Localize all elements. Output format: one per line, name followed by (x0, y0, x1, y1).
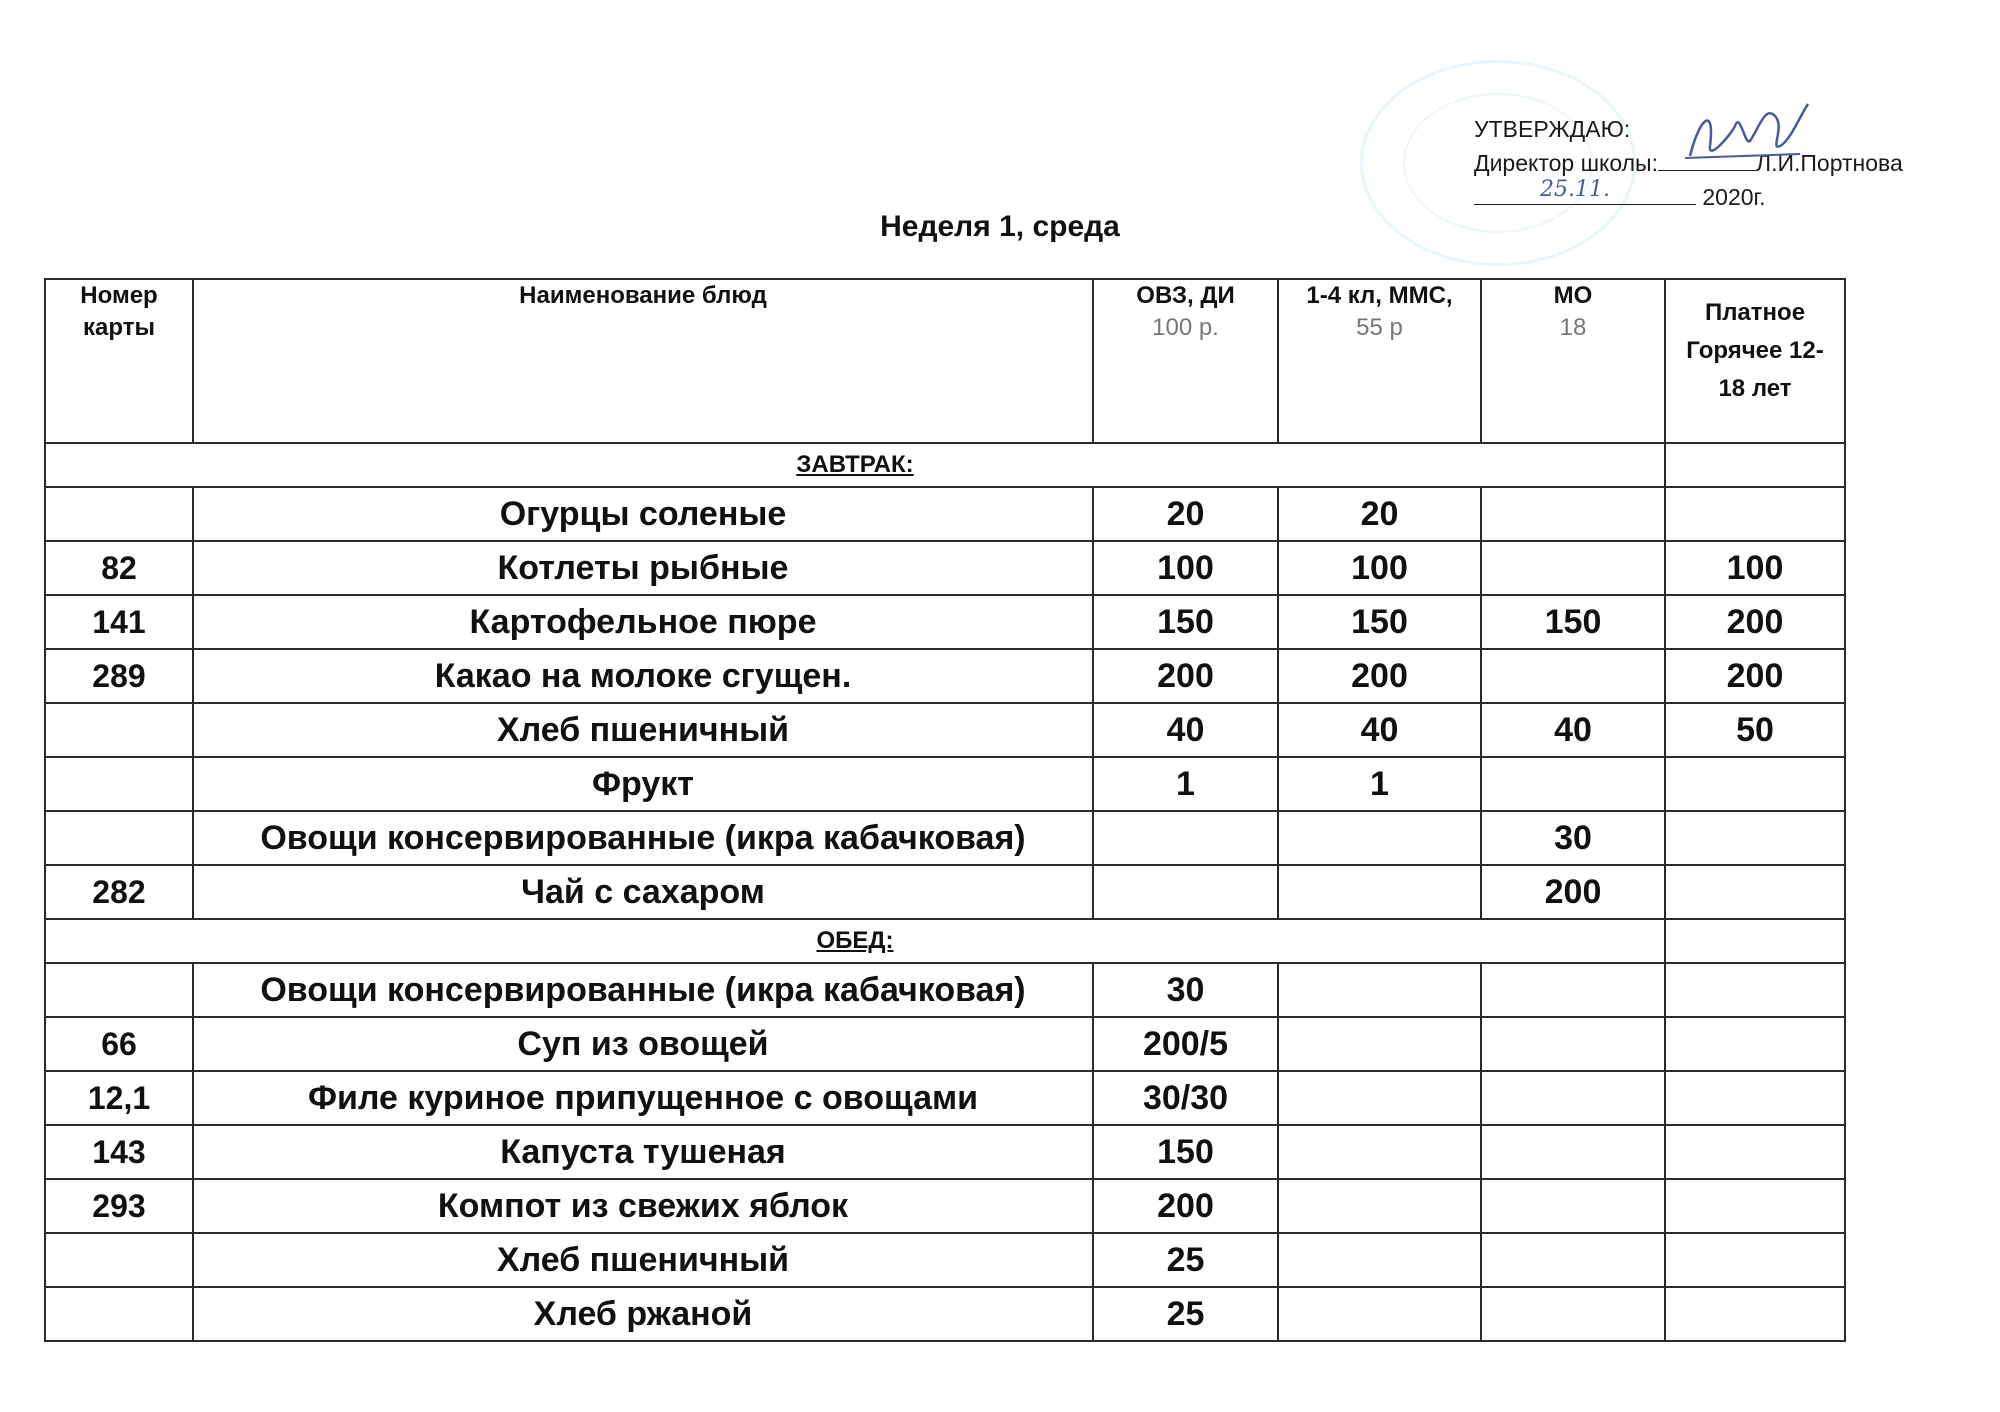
col4-value-cell (1665, 1017, 1845, 1071)
col2-value-cell (1278, 1071, 1481, 1125)
table-row (45, 865, 1845, 919)
page-title: Неделя 1, среда (880, 210, 1120, 243)
section-label: ОБЕД: (45, 919, 1665, 963)
col2-value-cell: 150 (1278, 595, 1481, 649)
table-row (45, 541, 1845, 595)
dish-name-cell: Какао на молоке сгущен. (193, 649, 1093, 703)
table-row (45, 1017, 1845, 1071)
col1-value-cell (1093, 811, 1278, 865)
header-col2-title: 1-4 кл, ММС, (1306, 282, 1453, 309)
dish-name-cell: Капуста тушеная (193, 1125, 1093, 1179)
col4-value-cell (1665, 487, 1845, 541)
col4-value-cell (1665, 1071, 1845, 1125)
col3-value-cell (1481, 1125, 1665, 1179)
dish-name-cell: Фрукт (193, 757, 1093, 811)
section-row (45, 443, 1845, 487)
col4-value-cell (1665, 963, 1845, 1017)
col4-value-cell: 200 (1665, 595, 1845, 649)
director-name: Л.И.Портнова (1755, 150, 1903, 176)
col2-value-cell (1278, 865, 1481, 919)
dish-name-cell: Картофельное пюре (193, 595, 1093, 649)
col4-value-cell: 100 (1665, 541, 1845, 595)
col1-value-cell: 1 (1093, 757, 1278, 811)
col1-value-cell: 200/5 (1093, 1017, 1278, 1071)
col1-value-cell: 25 (1093, 1233, 1278, 1287)
col3-value-cell (1481, 541, 1665, 595)
table-row (45, 703, 1845, 757)
approval-title: УТВЕРЖДАЮ: (1474, 116, 1631, 142)
col3-value-cell: 40 (1481, 703, 1665, 757)
director-signature (1680, 96, 1820, 176)
card-number-cell (45, 963, 193, 1017)
col1-value-cell: 40 (1093, 703, 1278, 757)
dish-name-cell: Суп из овощей (193, 1017, 1093, 1071)
col2-value-cell (1278, 963, 1481, 1017)
col1-value-cell: 30/30 (1093, 1071, 1278, 1125)
section-empty-cell (1665, 919, 1845, 963)
col2-value-cell: 200 (1278, 649, 1481, 703)
col3-value-cell: 30 (1481, 811, 1665, 865)
table-row (45, 649, 1845, 703)
header-col3-sub: 18 (1559, 314, 1587, 341)
dish-name-cell: Филе куриное припущенное с овощами (193, 1071, 1093, 1125)
col3-value-cell (1481, 1179, 1665, 1233)
col3-value-cell: 200 (1481, 865, 1665, 919)
card-number-cell (45, 811, 193, 865)
col3-value-cell: 150 (1481, 595, 1665, 649)
header-col3 (1481, 279, 1665, 443)
dish-name-cell: Хлеб пшеничный (193, 703, 1093, 757)
table-row (45, 1179, 1845, 1233)
col4-value-cell: 50 (1665, 703, 1845, 757)
dish-name-cell: Чай с сахаром (193, 865, 1093, 919)
header-col1-title: ОВЗ, ДИ (1136, 282, 1235, 309)
table-row (45, 487, 1845, 541)
director-label: Директор школы: (1474, 150, 1658, 176)
table-row (45, 963, 1845, 1017)
card-number-cell: 12,1 (45, 1071, 193, 1125)
section-label: ЗАВТРАК: (45, 443, 1665, 487)
col1-value-cell: 150 (1093, 1125, 1278, 1179)
col3-value-cell (1481, 1017, 1665, 1071)
card-number-cell (45, 1233, 193, 1287)
col2-value-cell (1278, 1179, 1481, 1233)
card-number-cell: 82 (45, 541, 193, 595)
header-col2-sub: 55 р (1356, 314, 1403, 341)
col1-value-cell: 200 (1093, 1179, 1278, 1233)
col2-value-cell (1278, 811, 1481, 865)
section-empty-cell (1665, 443, 1845, 487)
card-number-cell: 282 (45, 865, 193, 919)
menu-table (44, 278, 1846, 1342)
dish-name-cell: Огурцы соленые (193, 487, 1093, 541)
col2-value-cell: 20 (1278, 487, 1481, 541)
col1-value-cell: 20 (1093, 487, 1278, 541)
col1-value-cell: 150 (1093, 595, 1278, 649)
col3-value-cell (1481, 487, 1665, 541)
header-col2 (1278, 279, 1481, 443)
card-number-cell (45, 1287, 193, 1341)
col4-value-cell (1665, 811, 1845, 865)
col3-value-cell (1481, 1287, 1665, 1341)
table-header-row (45, 279, 1845, 443)
col2-value-cell: 40 (1278, 703, 1481, 757)
card-number-cell: 66 (45, 1017, 193, 1071)
col4-value-cell (1665, 1287, 1845, 1341)
card-number-cell: 143 (45, 1125, 193, 1179)
header-card-number: Номер карты (45, 279, 193, 443)
col2-value-cell: 1 (1278, 757, 1481, 811)
col2-value-cell (1278, 1017, 1481, 1071)
col2-value-cell (1278, 1287, 1481, 1341)
table-row (45, 1125, 1845, 1179)
dish-name-cell: Овощи консервированные (икра кабачковая) (193, 811, 1093, 865)
table-row (45, 1287, 1845, 1341)
date-text: 25.11. (1540, 177, 1610, 202)
col4-value-cell (1665, 1125, 1845, 1179)
card-number-cell: 293 (45, 1179, 193, 1233)
table-row (45, 1233, 1845, 1287)
col2-value-cell (1278, 1233, 1481, 1287)
col1-value-cell: 25 (1093, 1287, 1278, 1341)
dish-name-cell: Овощи консервированные (икра кабачковая) (193, 963, 1093, 1017)
col1-value-cell (1093, 865, 1278, 919)
header-col4: Платное Горячее 12-18 лет (1665, 279, 1845, 443)
col3-value-cell (1481, 963, 1665, 1017)
header-dish-name: Наименование блюд (193, 279, 1093, 443)
dish-name-cell: Хлеб ржаной (193, 1287, 1093, 1341)
dish-name-cell: Компот из свежих яблок (193, 1179, 1093, 1233)
col3-value-cell (1481, 757, 1665, 811)
dish-name-cell: Хлеб пшеничный (193, 1233, 1093, 1287)
col4-value-cell: 200 (1665, 649, 1845, 703)
col1-value-cell: 100 (1093, 541, 1278, 595)
card-number-cell: 289 (45, 649, 193, 703)
col4-value-cell (1665, 1179, 1845, 1233)
header-col3-title: МО (1553, 282, 1593, 309)
header-col1-sub: 100 р. (1152, 314, 1219, 341)
section-row (45, 919, 1845, 963)
col4-value-cell (1665, 865, 1845, 919)
card-number-cell (45, 757, 193, 811)
dish-name-cell: Котлеты рыбные (193, 541, 1093, 595)
table-row (45, 595, 1845, 649)
table-row (45, 811, 1845, 865)
card-number-cell (45, 703, 193, 757)
approval-year: 2020г. (1702, 184, 1766, 210)
card-number-cell (45, 487, 193, 541)
table-row (45, 757, 1845, 811)
col3-value-cell (1481, 1071, 1665, 1125)
handwritten-date (1540, 176, 1640, 202)
col4-value-cell (1665, 1233, 1845, 1287)
header-col1 (1093, 279, 1278, 443)
col2-value-cell: 100 (1278, 541, 1481, 595)
col2-value-cell (1278, 1125, 1481, 1179)
col1-value-cell: 200 (1093, 649, 1278, 703)
col3-value-cell (1481, 1233, 1665, 1287)
table-row (45, 1071, 1845, 1125)
card-number-cell: 141 (45, 595, 193, 649)
col3-value-cell (1481, 649, 1665, 703)
col4-value-cell (1665, 757, 1845, 811)
col1-value-cell: 30 (1093, 963, 1278, 1017)
